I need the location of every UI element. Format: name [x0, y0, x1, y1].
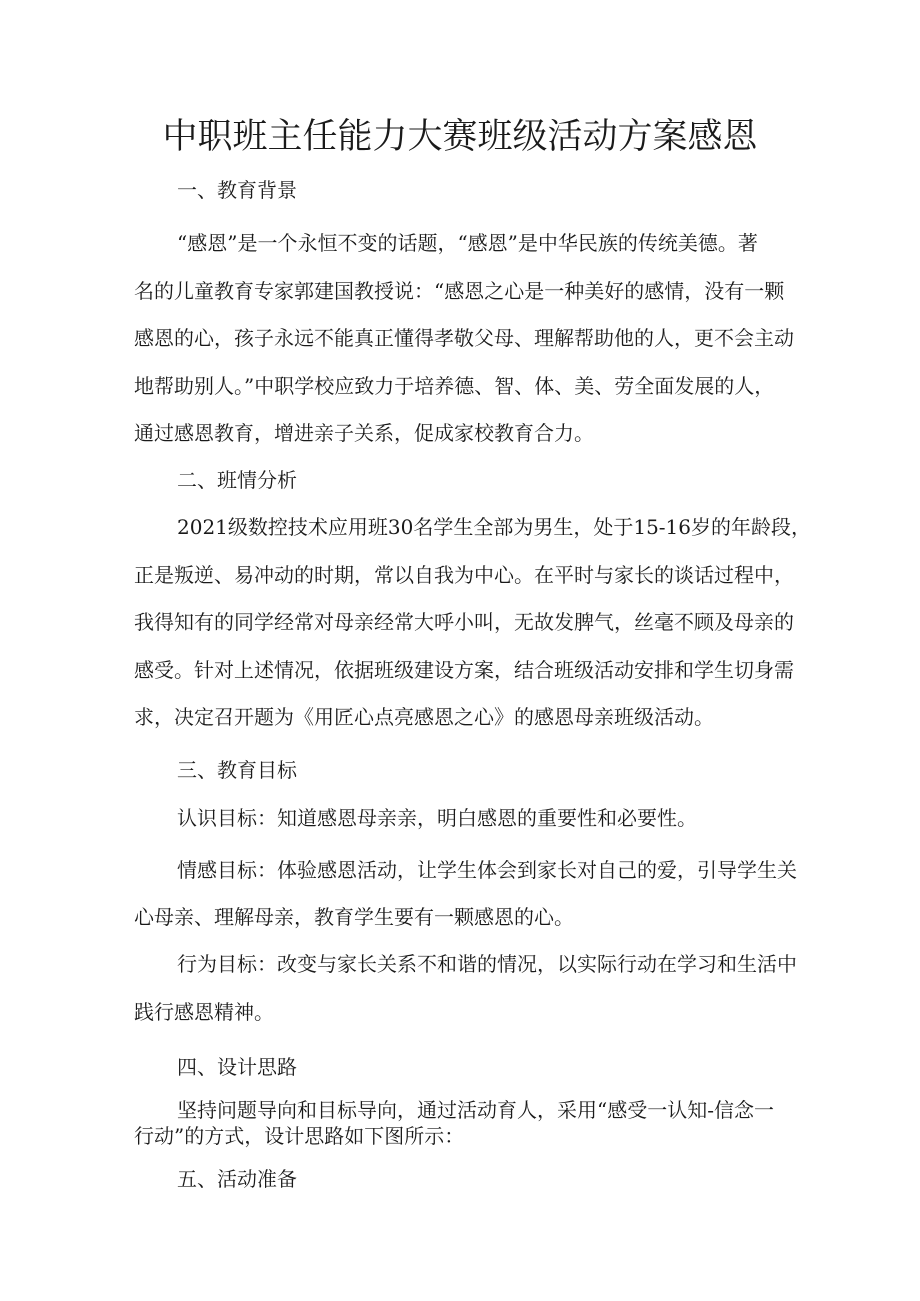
page-title: 中职班主任能力大赛班级活动方案感恩 — [162, 117, 758, 157]
section-heading-background: 一、教育背景 — [177, 178, 297, 202]
goal-emotional-line: 心母亲、理解母亲，教育学生要有一颗感恩的心。 — [134, 905, 574, 929]
paragraph-line: 通过感恩教育，增进亲子关系，促成家校教育合力。 — [134, 421, 594, 445]
paragraph-line: 我得知有的同学经常对母亲经常大呼小叫，无故发脾气，丝毫不顾及母亲的 — [134, 610, 794, 634]
goal-behavior-line: 行为目标：改变与家长关系不和谐的情况，以实际行动在学习和生活中 — [177, 952, 797, 976]
paragraph-line: 感受。针对上述情况，依据班级建设方案，结合班级活动安排和学生切身需 — [134, 658, 794, 682]
paragraph-line: “感恩”是一个永恒不变的话题，“感恩”是中华民族的传统美德。著 — [177, 231, 758, 255]
section-heading-preparation: 五、活动准备 — [177, 1167, 297, 1191]
paragraph-line: 行动”的方式，设计思路如下图所示： — [134, 1124, 465, 1148]
section-heading-design: 四、设计思路 — [177, 1055, 297, 1079]
paragraph-line: 地帮助别人。”中职学校应致力于培养德、智、体、美、劳全面发展的人， — [134, 374, 775, 398]
goal-cognitive: 认识目标：知道感恩母亲亲，明白感恩的重要性和必要性。 — [177, 806, 697, 830]
paragraph-line: 坚持问题导向和目标导向，通过活动育人，采用“感受一认知-信念一 — [177, 1098, 774, 1122]
paragraph-line: 名的儿童教育专家郭建国教授说：“感恩之心是一种美好的感情，没有一颗 — [134, 279, 785, 303]
goal-behavior-line: 践行感恩精神。 — [134, 1000, 274, 1024]
paragraph-line: 求，决定召开题为《用匠心点亮感恩之心》的感恩母亲班级活动。 — [134, 705, 714, 729]
section-heading-goals: 三、教育目标 — [177, 758, 297, 782]
section-heading-class-analysis: 二、班情分析 — [177, 468, 297, 492]
paragraph-line: 感恩的心，孩子永远不能真正懂得孝敬父母、理解帮助他的人，更不会主动 — [134, 326, 794, 350]
paragraph-line: 2021级数控技术应用班30名学生全部为男生，处于15-16岁的年龄段， — [177, 515, 812, 539]
paragraph-line: 正是叛逆、易冲动的时期，常以自我为中心。在平时与家长的谈话过程中， — [134, 563, 794, 587]
goal-emotional-line: 情感目标：体验感恩活动，让学生体会到家长对自己的爱，引导学生关 — [177, 858, 797, 882]
